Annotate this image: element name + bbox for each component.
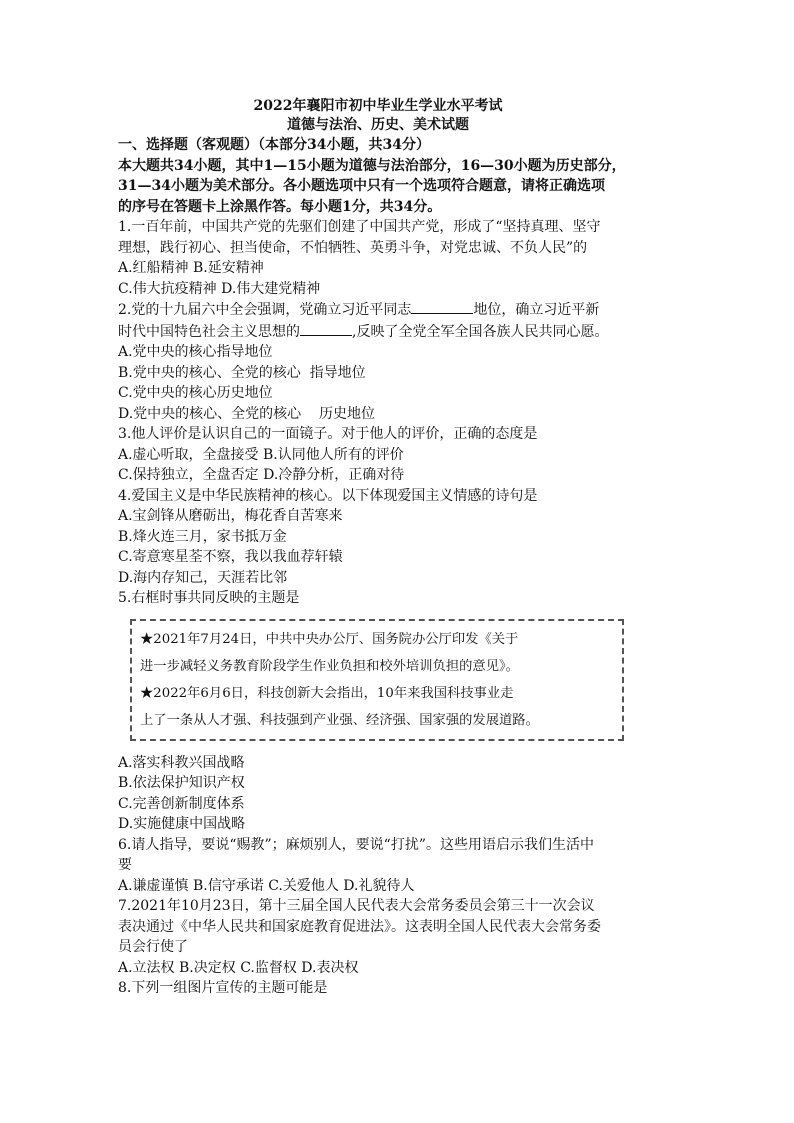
- q6-stem: 6.请人指导，要说“赐教”；麻烦别人，要说“打扰”。这些用语启示我们生活中: [118, 836, 594, 853]
- q7-stem: 表决通过《中华人民共和国家庭教育促进法》。这表明全国人民代表大会常务委: [118, 918, 601, 935]
- q1-stem: 1.一百年前，中国共产党的先驱们创建了中国共产党，形成了“坚持真理、坚守: [118, 219, 601, 235]
- q3-stem: 3.他人评价是认识自己的一面镜子。对于他人的评价，正确的态度是: [118, 426, 538, 442]
- q7-stem: 员会行使了: [118, 939, 188, 955]
- news-line: ★2022年6月6日，科技创新大会指出，10年来我国科技事业走: [140, 685, 514, 701]
- q4-option: B.烽火连三月，家书抵万金: [118, 528, 287, 545]
- section-heading: 一、选择题（客观题）（本部分34小题，共34分）: [118, 137, 430, 153]
- news-line: 进一步减轻义务教育阶段学生作业负担和校外培训负担的意见》。: [140, 658, 519, 674]
- q5-option: B.依法保护知识产权: [118, 775, 245, 791]
- q2-stem-text: 地位，确立习近平新: [473, 302, 600, 318]
- q5-option: A.落实科教兴国战略: [118, 754, 245, 771]
- q2-stem: [118, 299, 638, 321]
- q7-stem: 7.2021年10月23日，第十三届全国人民代表大会常务委员会第三十一次会议: [118, 898, 595, 914]
- q5-option: C.完善创新制度体系: [118, 795, 245, 812]
- news-line: 上了一条从人才强、科技强到产业强、经济强、国家强的发展道路。: [140, 712, 539, 728]
- instruction-line: 本大题共34小题，其中1—15小题为道德与法治部分，16—30小题为历史部分，: [118, 157, 626, 174]
- q6-stem: 要: [118, 857, 132, 873]
- answer-blank: [411, 299, 473, 314]
- instruction-line: 的序号在答题卡上涂黑作答。每小题1分，共34分。: [118, 198, 442, 215]
- q3-option: C.保持独立，全盘否定 D.冷静分析，正确对待: [118, 467, 405, 483]
- q5-option: D.实施健康中国战略: [118, 816, 246, 832]
- q1-stem: 理想，践行初心、担当使命，不怕牺牲、英勇斗争，对党忠诚、不负人民”的: [118, 239, 588, 256]
- news-box: [130, 619, 624, 741]
- q2-stem-text: 时代中国特色社会主义思想的: [118, 323, 300, 340]
- q8-stem: 8.下列一组图片宣传的主题可能是: [118, 980, 328, 996]
- q7-option: A.立法权 B.决定权 C.监督权 D.表决权: [118, 959, 359, 976]
- q4-option: A.宝剑锋从磨砺出，梅花香自苦寒来: [118, 508, 343, 524]
- exam-subtitle: 道德与法治、历史、美术试题: [287, 117, 469, 133]
- q3-option: A.虚心听取，全盘接受 B.认同他人所有的评价: [118, 446, 404, 463]
- q4-option: C.寄意寒星荃不察，我以我血荐轩辕: [118, 549, 343, 565]
- q4-stem: 4.爱国主义是中华民族精神的核心。以下体现爱国主义情感的诗句是: [118, 487, 538, 504]
- news-line: ★2021年7月24日，中共中央办公厅、国务院办公厅印发《关于: [140, 631, 519, 647]
- q2-option: B.党中央的核心、全党的核心 指导地位: [118, 364, 366, 381]
- q5-stem: 5.右框时事共同反映的主题是: [118, 590, 300, 606]
- exam-page: [118, 97, 638, 999]
- q6-option: A.谦虚谨慎 B.信守承诺 C.关爱他人 D.礼貌待人: [118, 877, 415, 894]
- q2-option: D.党中央的核心、全党的核心 历史地位: [118, 405, 375, 422]
- q2-stem-text: ,反映了全党全军全国各族人民共同心愿。: [352, 323, 609, 340]
- q2-option: A.党中央的核心指导地位: [118, 344, 273, 360]
- exam-title: 2022年襄阳市初中毕业生学业水平考试: [253, 98, 503, 114]
- q2-stem: [118, 321, 638, 343]
- answer-blank: [300, 321, 352, 336]
- instruction-line: 31—34小题为美术部分。各小题选项中只有一个选项符合题意，请将正确选项: [118, 178, 605, 194]
- q1-option: C.伟大抗疫精神 D.伟大建党精神: [118, 280, 321, 297]
- q2-option: C.党中央的核心历史地位: [118, 385, 273, 401]
- q4-option: D.海内存知己，天涯若比邻: [118, 569, 288, 586]
- q1-option: A.红船精神 B.延安精神: [118, 260, 264, 276]
- q2-stem-text: 2.党的十九届六中全会强调，党确立习近平同志: [118, 302, 412, 318]
